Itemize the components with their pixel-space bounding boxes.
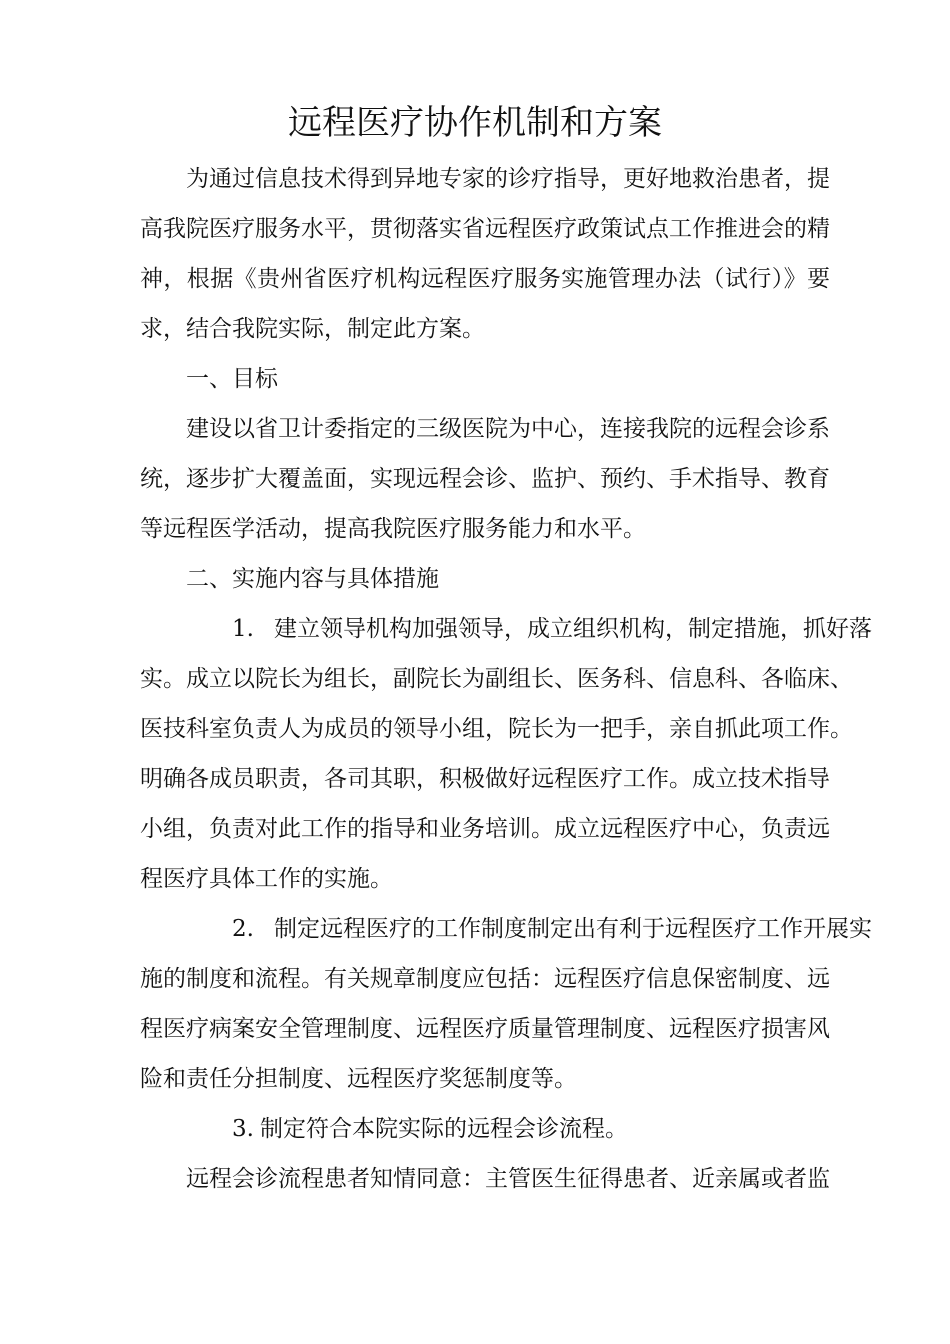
section-1-heading: 一、目标 <box>186 366 278 392</box>
item-2-line-4: 险和责任分担制度、远程医疗奖惩制度等。 <box>140 1066 577 1092</box>
section-1-paragraph <box>140 404 830 554</box>
item-2-line-1 <box>140 904 872 954</box>
section-1-line-3: 等远程医学活动，提高我院医疗服务能力和水平。 <box>140 516 646 542</box>
item-2-line-3: 程医疗病案安全管理制度、远程医疗质量管理制度、远程医疗损害风 <box>140 1016 830 1042</box>
item-1-number: 1. <box>232 616 254 642</box>
item-2-line-2: 施的制度和流程。有关规章制度应包括：远程医疗信息保密制度、远 <box>140 966 830 992</box>
item-1-line-5: 小组，负责对此工作的指导和业务培训。成立远程医疗中心，负责远 <box>140 816 830 842</box>
item-1-line-1-text: 建立领导机构加强领导，成立组织机构，制定措施，抓好落 <box>273 616 872 642</box>
item-1-line-2: 实。成立以院长为组长，副院长为副组长、医务科、信息科、各临床、 <box>140 666 853 692</box>
item-3-paragraph <box>140 1104 830 1154</box>
item-1-line-1 <box>140 604 872 654</box>
section-1-line-2: 统，逐步扩大覆盖面，实现远程会诊、监护、预约、手术指导、教育 <box>140 466 830 492</box>
intro-line-2: 高我院医疗服务水平，贯彻落实省远程医疗政策试点工作推进会的精 <box>140 216 830 242</box>
item-1-line-4: 明确各成员职责，各司其职，积极做好远程医疗工作。成立技术指导 <box>140 766 830 792</box>
intro-line-3: 神，根据《贵州省医疗机构远程医疗服务实施管理办法（试行）》要 <box>140 266 830 292</box>
item-2-paragraph <box>140 904 872 1104</box>
section-1-line-1: 建设以省卫计委指定的三级医院为中心，连接我院的远程会诊系 <box>186 416 830 442</box>
document-body <box>140 154 872 1204</box>
item-3-number: 3. <box>232 1116 254 1142</box>
item-1-line-6: 程医疗具体工作的实施。 <box>140 866 393 892</box>
item-2-line-1-text: 制定远程医疗的工作制度制定出有利于远程医疗工作开展实 <box>273 916 872 942</box>
item-1-paragraph <box>140 604 872 904</box>
consultation-line-1: 远程会诊流程患者知情同意：主管医生征得患者、近亲属或者监 <box>186 1166 830 1192</box>
intro-line-1: 为通过信息技术得到异地专家的诊疗指导，更好地救治患者，提 <box>186 166 830 192</box>
item-1-line-3: 医技科室负责人为成员的领导小组，院长为一把手，亲自抓此项工作。 <box>140 716 853 742</box>
section-2-heading: 二、实施内容与具体措施 <box>186 566 439 592</box>
consultation-paragraph <box>140 1154 830 1204</box>
intro-paragraph <box>140 154 830 354</box>
intro-line-4: 求，结合我院实际，制定此方案。 <box>140 316 485 342</box>
document-title: 远程医疗协作机制和方案 <box>288 103 662 143</box>
item-3-text: 制定符合本院实际的远程会诊流程。 <box>259 1116 628 1142</box>
item-2-number: 2. <box>232 916 254 942</box>
